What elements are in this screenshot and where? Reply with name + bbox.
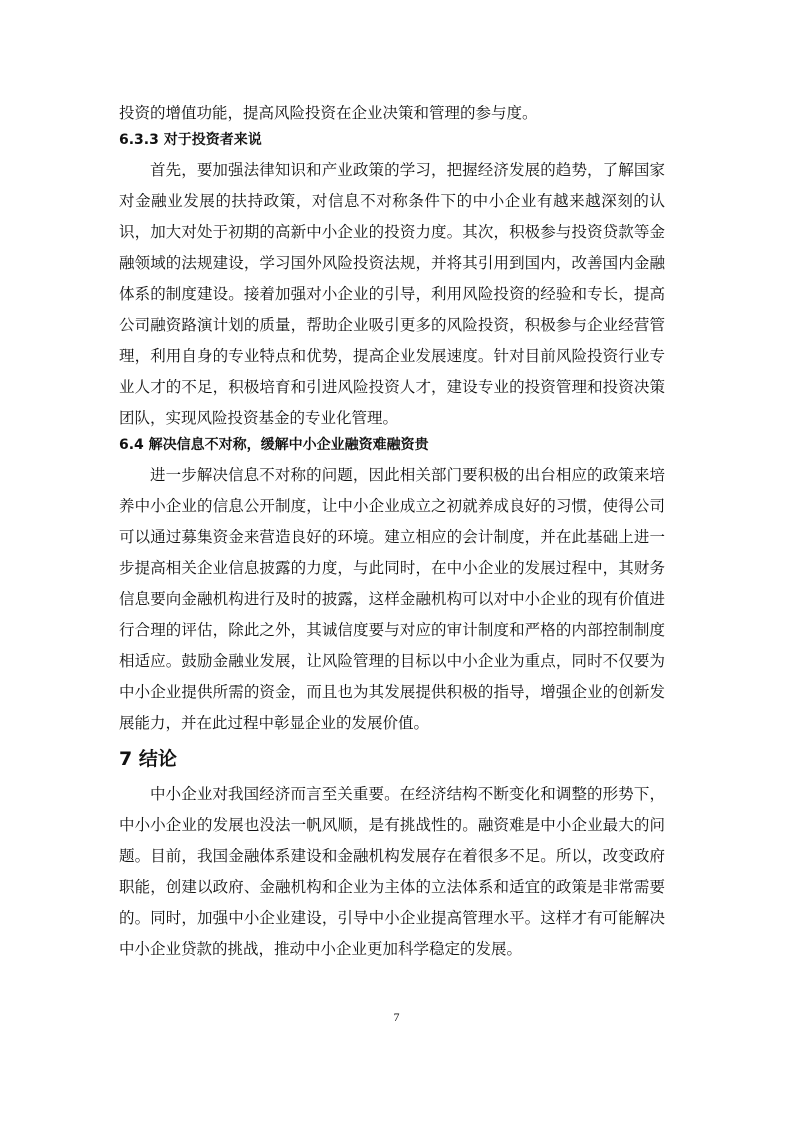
section-heading-7-conclusion: 7 结论 <box>119 748 177 770</box>
section-6-4-body: 进一步解决信息不对称的问题，因此相关部门要积极的出台相应的政策来培养中小企业的信息公开制度，让中小企业成立之初就养成良好的习惯，使得公司可以通过募集资金来营造良好的环境。建立相应的会计制度，并在此基础上进一步提高相关企业信息披露的力度，与此同时，在中小企业的发展过程中，其财务信息要向金融机构进行及时的披露，这样金融机构可以对中小企业的现有价值进行合理的评估，除此之外，其诚信度要与对应的审计制度和严格的内部控制制度相适应。鼓励金融业发展，让风险管理的目标以中小企业为重点，同时不仅要为中小企业提供所需的资金，而且也为其发展提供积极的指导，增强企业的创新发展能力，并在此过程中彰显企业的发展价值。 <box>119 466 665 732</box>
page-number: 7 <box>393 1010 400 1024</box>
section-heading-6-3-3: 6.3.3 对于投资者来说 <box>119 132 262 148</box>
page-content <box>119 98 665 965</box>
section-heading-6-4: 6.4 解决信息不对称，缓解中小企业融资难融资贵 <box>119 437 429 453</box>
section-6-3-3-body: 首先，要加强法律知识和产业政策的学习，把握经济发展的趋势，了解国家对金融业发展的扶持政策，对信息不对称条件下的中小企业有越来越深刻的认识，加大对处于初期的高新中小企业的投资力度。其次，积极参与投资贷款等金融领域的法规建设，学习国外风险投资法规，并将其引用到国内，改善国内金融体系的制度建设。接着加强对小企业的引导，利用风险投资的经验和专长，提高公司融资路演计划的质量，帮助企业吸引更多的风险投资，积极参与企业经营管理，利用自身的专业特点和优势，提高企业发展速度。针对目前风险投资行业专业人才的不足，积极培育和引进风险投资人才，建设专业的投资管理和投资决策团队，实现风险投资基金的专业化管理。 <box>119 161 665 427</box>
paragraph-continuation: 投资的增值功能，提高风险投资在企业决策和管理的参与度。 <box>119 104 538 122</box>
section-7-body: 中小企业对我国经济而言至关重要。在经济结构不断变化和调整的形势下，中小小企业的发展也没法一帆风顺，是有挑战性的。融资难是中小企业最大的问题。目前，我国金融体系建设和金融机构发展存在着很多不足。所以，改变政府职能，创建以政府、金融机构和企业为主体的立法体系和适宜的政策是非常需要的。同时，加强中小企业建设，引导中小企业提高管理水平。这样才有可能解决中小企业贷款的挑战，推动中小企业更加科学稳定的发展。 <box>119 785 665 958</box>
